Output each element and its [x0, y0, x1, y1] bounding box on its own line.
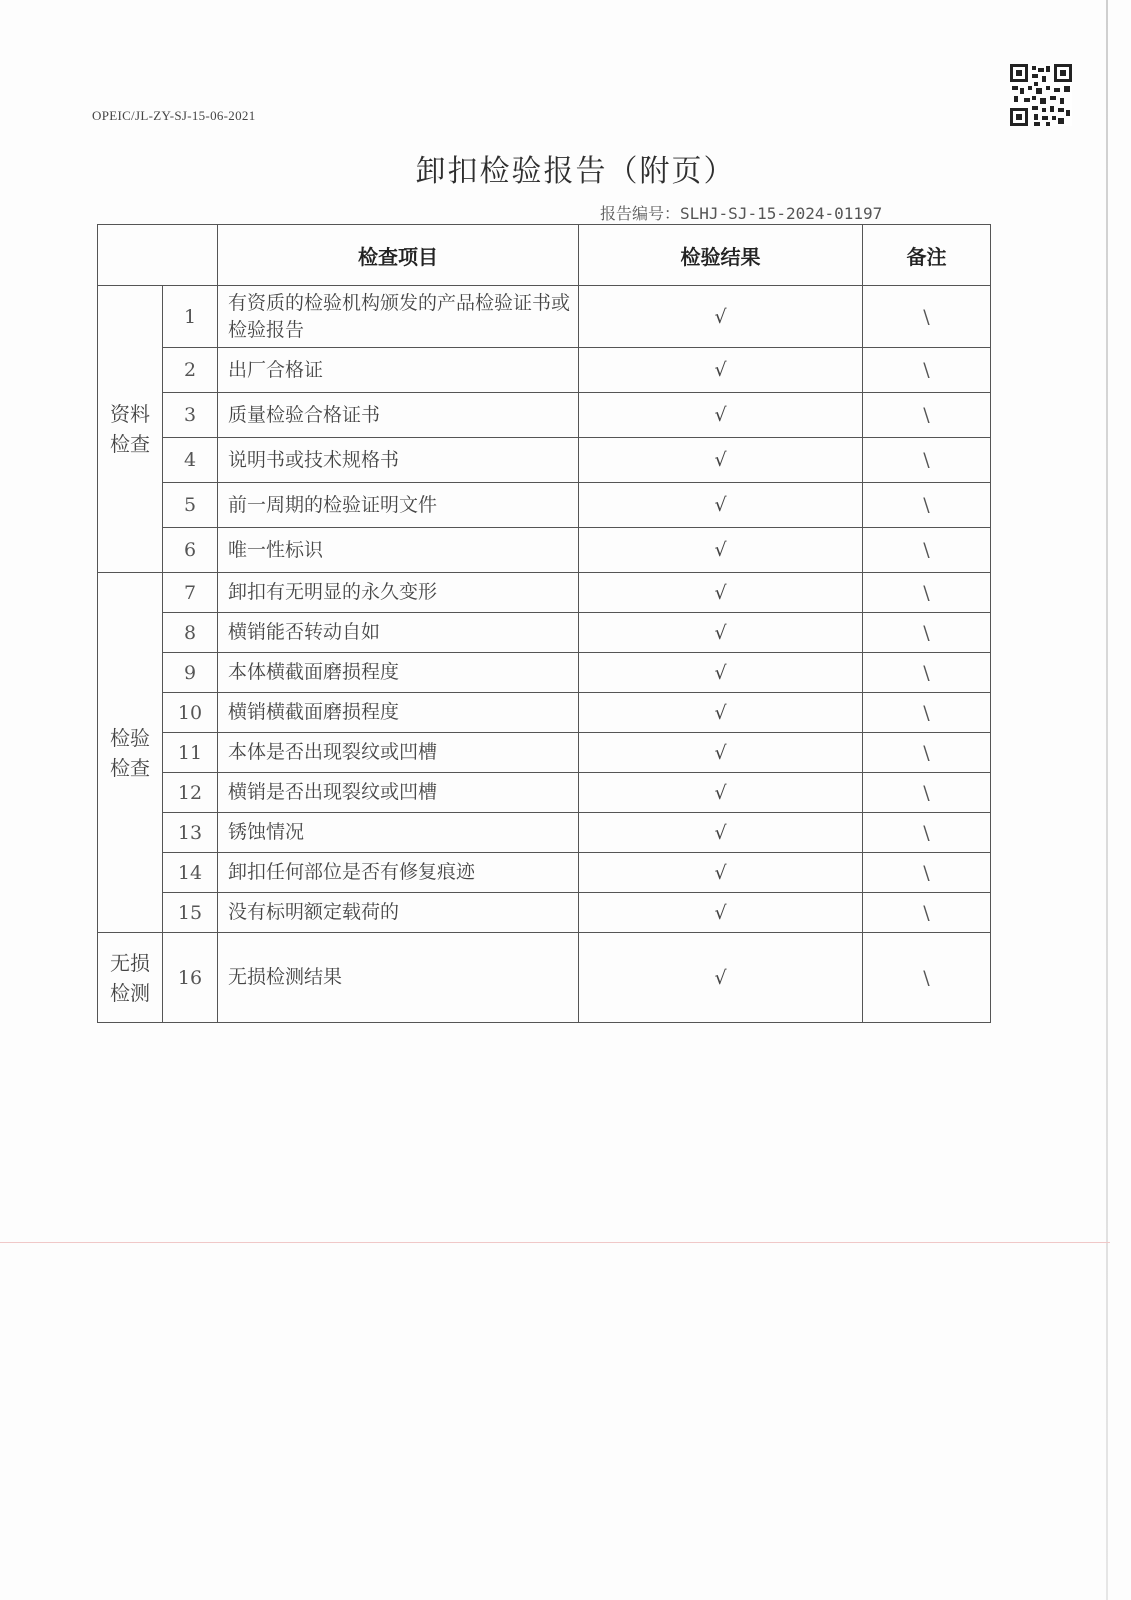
- row-result: √: [579, 483, 863, 528]
- row-result: √: [579, 733, 863, 773]
- document-code: OPEIC/JL-ZY-SJ-15-06-2021: [92, 108, 256, 123]
- page-title: 卸扣检验报告（附页）: [415, 154, 736, 189]
- row-item: 出厂合格证: [218, 348, 579, 393]
- table-row: [98, 733, 991, 773]
- table-row: [98, 573, 991, 613]
- row-result: √: [579, 438, 863, 483]
- row-note: \: [863, 893, 991, 933]
- header-corner-cell: [98, 225, 218, 286]
- row-number: 14: [163, 853, 218, 893]
- row-number: 8: [163, 613, 218, 653]
- row-note: \: [863, 573, 991, 613]
- header-note: 备注: [863, 225, 991, 286]
- report-number-value: SLHJ-SJ-15-2024-01197: [680, 204, 883, 223]
- row-note: \: [863, 813, 991, 853]
- row-number: 7: [163, 573, 218, 613]
- report-number: [600, 201, 882, 224]
- table-row: [98, 773, 991, 813]
- table-row: [98, 483, 991, 528]
- row-number: 13: [163, 813, 218, 853]
- header-result: 检验结果: [579, 225, 863, 286]
- row-result: √: [579, 286, 863, 348]
- row-result: √: [579, 348, 863, 393]
- row-number: 9: [163, 653, 218, 693]
- row-number: 12: [163, 773, 218, 813]
- row-result: √: [579, 693, 863, 733]
- row-result: √: [579, 528, 863, 573]
- table-row: [98, 853, 991, 893]
- table-row: [98, 393, 991, 438]
- table-header-row: [98, 225, 991, 286]
- row-item: 说明书或技术规格书: [218, 438, 579, 483]
- row-number: 3: [163, 393, 218, 438]
- row-number: 5: [163, 483, 218, 528]
- row-number: 16: [163, 933, 218, 1023]
- row-note: \: [863, 528, 991, 573]
- report-number-label: 报告编号：: [600, 204, 681, 223]
- row-note: \: [863, 853, 991, 893]
- row-number: 6: [163, 528, 218, 573]
- row-note: \: [863, 933, 991, 1023]
- row-item: 唯一性标识: [218, 528, 579, 573]
- table-row: [98, 528, 991, 573]
- row-result: √: [579, 653, 863, 693]
- page-edge-rule: [1106, 0, 1108, 1600]
- row-note: \: [863, 483, 991, 528]
- table-row: [98, 613, 991, 653]
- row-item: 有资质的检验机构颁发的产品检验证书或检验报告: [218, 286, 579, 348]
- row-item: 横销横截面磨损程度: [218, 693, 579, 733]
- row-item: 无损检测结果: [218, 933, 579, 1023]
- inspection-table-wrapper: [97, 224, 991, 1023]
- row-result: √: [579, 613, 863, 653]
- qr-code-icon: [1010, 64, 1072, 126]
- fold-line: [0, 1242, 1110, 1243]
- row-note: \: [863, 613, 991, 653]
- row-note: \: [863, 653, 991, 693]
- row-note: \: [863, 393, 991, 438]
- inspection-table: [97, 224, 991, 1023]
- row-number: 15: [163, 893, 218, 933]
- row-note: \: [863, 348, 991, 393]
- header-item: 检查项目: [218, 225, 579, 286]
- table-row: [98, 348, 991, 393]
- group-label: 检验 检查: [98, 573, 163, 933]
- row-item: 横销是否出现裂纹或凹槽: [218, 773, 579, 813]
- table-row: [98, 933, 991, 1023]
- row-item: 卸扣有无明显的永久变形: [218, 573, 579, 613]
- table-row: [98, 438, 991, 483]
- row-note: \: [863, 733, 991, 773]
- row-result: √: [579, 933, 863, 1023]
- group-label: 资料 检查: [98, 286, 163, 573]
- table-row: [98, 893, 991, 933]
- table-row: [98, 693, 991, 733]
- row-item: 前一周期的检验证明文件: [218, 483, 579, 528]
- row-item: 本体是否出现裂纹或凹槽: [218, 733, 579, 773]
- row-number: 11: [163, 733, 218, 773]
- row-note: \: [863, 773, 991, 813]
- row-result: √: [579, 853, 863, 893]
- row-number: 4: [163, 438, 218, 483]
- table-row: [98, 813, 991, 853]
- row-item: 卸扣任何部位是否有修复痕迹: [218, 853, 579, 893]
- row-note: \: [863, 438, 991, 483]
- row-item: 质量检验合格证书: [218, 393, 579, 438]
- row-note: \: [863, 693, 991, 733]
- row-result: √: [579, 393, 863, 438]
- row-item: 本体横截面磨损程度: [218, 653, 579, 693]
- row-result: √: [579, 893, 863, 933]
- row-number: 10: [163, 693, 218, 733]
- table-row: [98, 653, 991, 693]
- row-number: 2: [163, 348, 218, 393]
- row-item: 没有标明额定载荷的: [218, 893, 579, 933]
- table-row: [98, 286, 991, 348]
- row-result: √: [579, 573, 863, 613]
- row-item: 横销能否转动自如: [218, 613, 579, 653]
- row-item: 锈蚀情况: [218, 813, 579, 853]
- group-label: 无损 检测: [98, 933, 163, 1023]
- row-note: \: [863, 286, 991, 348]
- row-result: √: [579, 773, 863, 813]
- row-number: 1: [163, 286, 218, 348]
- row-result: √: [579, 813, 863, 853]
